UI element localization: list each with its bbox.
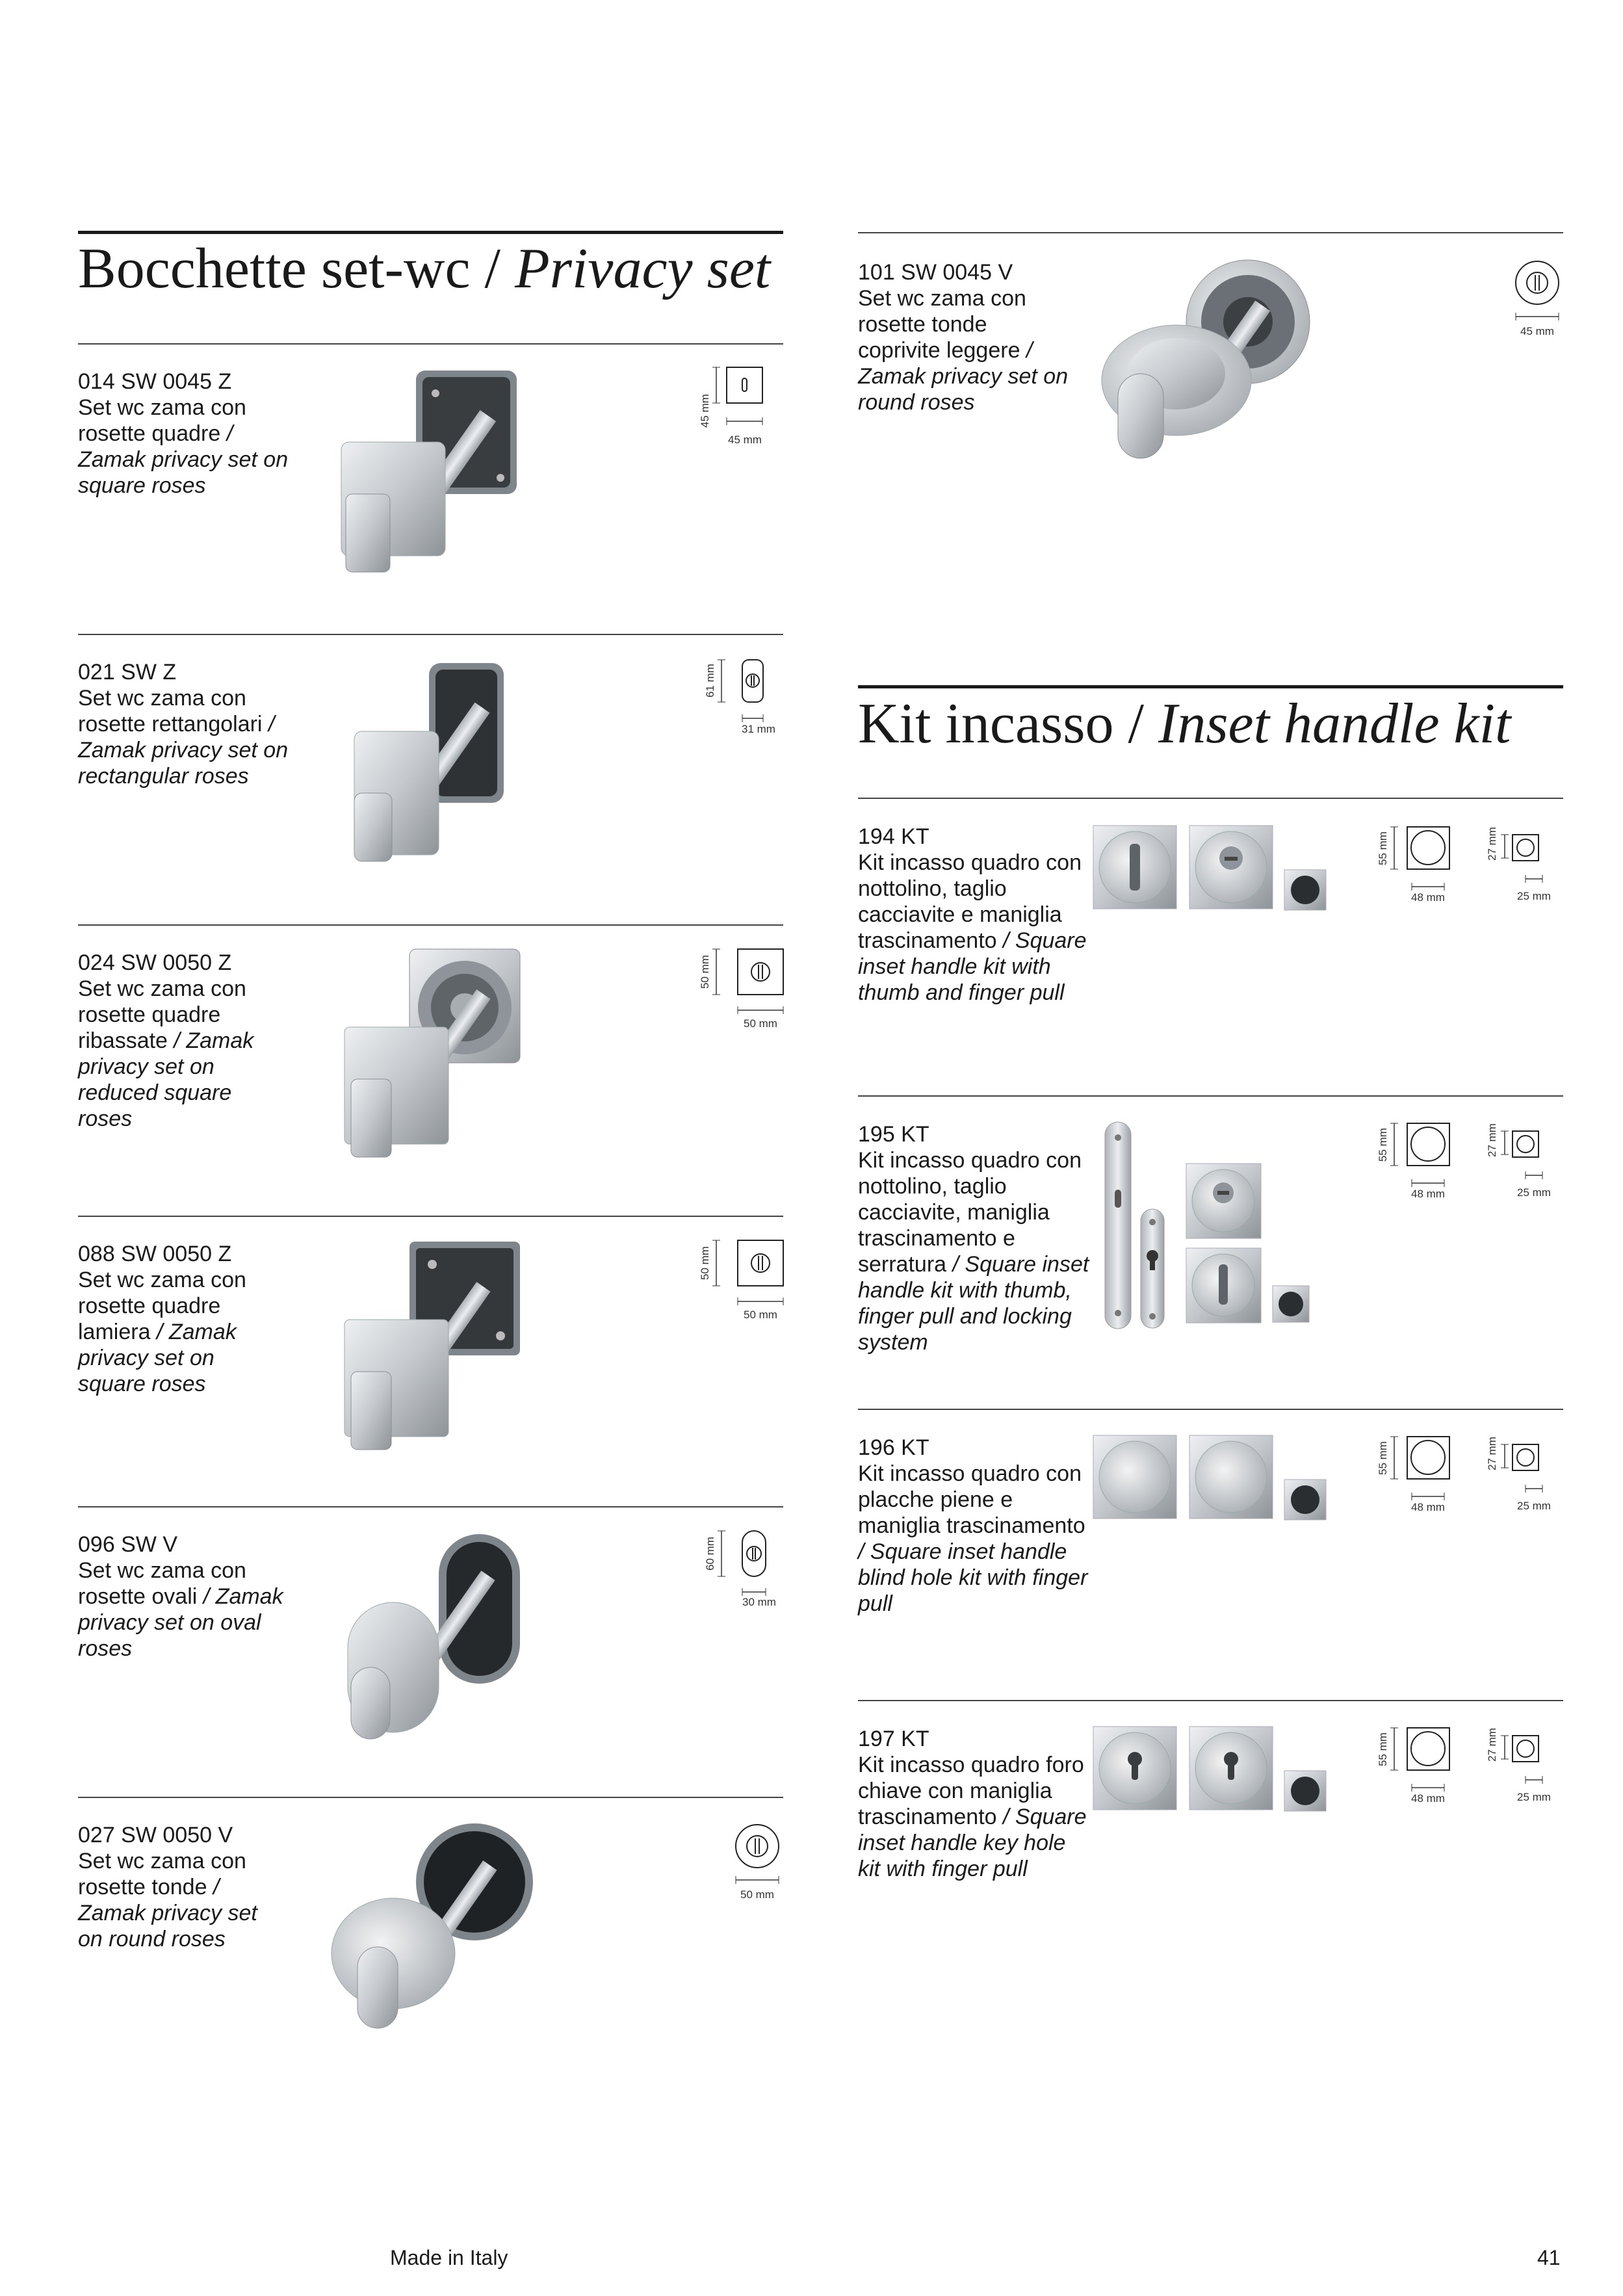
section-title-privacy: Bocchette set-wc / Privacy set: [78, 237, 771, 300]
dimension-diagram-014: [695, 358, 786, 455]
product-description-027: [78, 1822, 286, 1952]
product-text-en: / Zamak privacy set on square roses: [78, 1320, 237, 1396]
product-text-en: / Square inset handle blind hole kit with finger pull: [858, 1539, 1088, 1616]
dim-label-height-small: 27 mm: [1486, 1728, 1498, 1762]
product-code: 088 SW 0050 Z: [78, 1242, 232, 1266]
dim-label-width: 48 mm: [1411, 1188, 1445, 1200]
dim-label-height: 45 mm: [699, 394, 711, 428]
product-divider: [78, 1797, 783, 1798]
product-code: 027 SW 0050 V: [78, 1823, 233, 1847]
section-rule-inset: [858, 685, 1563, 688]
product-description-096: [78, 1532, 286, 1662]
product-description-196: [858, 1435, 1092, 1617]
product-image-014: [338, 367, 533, 582]
product-code: 021 SW Z: [78, 660, 177, 685]
dimension-diagram-196: [1375, 1430, 1563, 1528]
product-text-it: Set wc zama con rosette tonde: [78, 1849, 246, 1899]
dim-label-width-small: 25 mm: [1517, 890, 1551, 902]
dim-label-width: 48 mm: [1411, 1792, 1445, 1805]
product-code: 197 KT: [858, 1727, 929, 1751]
product-image-195: [1098, 1118, 1319, 1333]
dim-label-width: 50 mm: [744, 1017, 777, 1030]
product-text-it: Set wc zama con rosette rettangolari: [78, 686, 263, 737]
product-text-en: / Zamak privacy set on square roses: [78, 421, 289, 498]
dim-label-height: 55 mm: [1377, 831, 1389, 865]
product-divider: [858, 1095, 1563, 1097]
dimension-diagram-195: [1375, 1117, 1563, 1214]
dim-label-diameter: 45 mm: [1520, 325, 1554, 337]
dimension-diagram-101: [1508, 257, 1566, 348]
product-text-it: Set wc zama con rosette tonde coprivite leggere: [858, 286, 1026, 363]
product-text-en: / Zamak privacy set on round roses: [858, 338, 1069, 415]
product-description-195: [858, 1121, 1092, 1355]
product-text-it: Kit incasso quadro con placche piene e maniglia trascinamento: [858, 1461, 1085, 1538]
product-code: 024 SW 0050 Z: [78, 950, 232, 975]
dim-label-diameter: 50 mm: [740, 1888, 774, 1901]
product-image-027: [328, 1817, 536, 2038]
product-text-en: / Square inset handle key hole kit with finger pull: [858, 1805, 1087, 1881]
product-code: 101 SW 0045 V: [858, 260, 1013, 285]
product-divider: [858, 1700, 1563, 1701]
product-image-197: [1092, 1725, 1332, 1816]
dimension-diagram-088: [695, 1227, 786, 1325]
product-code: 195 KT: [858, 1122, 929, 1147]
dim-label-width: 48 mm: [1411, 891, 1445, 904]
product-image-101: [1098, 257, 1319, 478]
page-number: 41: [1537, 2246, 1561, 2269]
product-image-096: [335, 1528, 530, 1749]
dim-label-height: 61 mm: [704, 664, 716, 698]
dim-label-width: 50 mm: [744, 1309, 777, 1321]
product-image-021: [348, 660, 517, 874]
product-text-en: / Square inset handle kit with thumb, finger pull and locking system: [858, 1252, 1089, 1355]
product-text-en: / Zamak privacy set on round roses: [78, 1875, 257, 1951]
product-divider: [78, 924, 783, 926]
product-code: 096 SW V: [78, 1532, 178, 1557]
product-divider: [78, 343, 783, 345]
product-divider: [78, 1216, 783, 1217]
dimension-diagram-024: [695, 936, 786, 1034]
product-image-088: [341, 1238, 530, 1459]
product-description-197: [858, 1726, 1092, 1882]
dimension-diagram-197: [1375, 1721, 1563, 1819]
footer-made-in: Made in Italy: [390, 2246, 508, 2269]
dim-label-width: 30 mm: [742, 1596, 776, 1608]
dim-label-height-small: 27 mm: [1486, 1123, 1498, 1157]
product-text-en: / Square inset handle kit with thumb and finger pull: [858, 928, 1087, 1005]
product-text-en: / Zamak privacy set on oval roses: [78, 1584, 283, 1661]
product-text-it: Set wc zama con rosette quadre: [78, 395, 246, 446]
product-text-it: Kit incasso quadro foro chiave con maniglia trascinamento: [858, 1753, 1084, 1829]
dim-label-height-small: 27 mm: [1486, 827, 1498, 861]
product-divider: [858, 232, 1563, 233]
product-divider: [78, 1506, 783, 1507]
section-rule-privacy: [78, 231, 783, 234]
product-text-en: / Zamak privacy set on rectangular roses: [78, 712, 289, 789]
product-description-024: [78, 950, 286, 1132]
dim-label-height: 50 mm: [699, 955, 711, 989]
product-code: 194 KT: [858, 824, 929, 849]
dim-label-height-small: 27 mm: [1486, 1437, 1498, 1470]
product-description-021: [78, 659, 312, 789]
dimension-diagram-194: [1375, 820, 1563, 918]
product-description-101: [858, 259, 1072, 415]
product-divider: [858, 798, 1563, 799]
product-description-088: [78, 1241, 286, 1397]
dim-label-width: 31 mm: [742, 723, 775, 735]
dim-label-width-small: 25 mm: [1517, 1500, 1551, 1512]
product-text-it: Kit incasso quadro con nottolino, taglio cacciavite e maniglia trascinamento: [858, 850, 1082, 953]
dimension-diagram-021: [702, 653, 786, 751]
dim-label-height: 60 mm: [704, 1537, 716, 1571]
product-text-it: Set wc zama con rosette quadre ribassate: [78, 976, 246, 1053]
product-divider: [858, 1409, 1563, 1410]
dim-label-height: 55 mm: [1377, 1128, 1389, 1162]
dimension-diagram-096: [702, 1524, 786, 1622]
product-description-014: [78, 369, 299, 499]
dim-label-width: 48 mm: [1411, 1501, 1445, 1513]
product-text-it: Set wc zama con rosette ovali: [78, 1558, 246, 1609]
dim-label-width-small: 25 mm: [1517, 1791, 1551, 1803]
dim-label-height: 50 mm: [699, 1246, 711, 1280]
dim-label-width: 45 mm: [728, 434, 762, 446]
dim-label-width-small: 25 mm: [1517, 1186, 1551, 1199]
section-title-inset: Kit incasso / Inset handle kit: [858, 692, 1511, 755]
product-code: 014 SW 0045 Z: [78, 369, 232, 394]
dim-label-height: 55 mm: [1377, 1732, 1389, 1766]
dim-label-height: 55 mm: [1377, 1441, 1389, 1475]
product-description-194: [858, 824, 1092, 1006]
product-image-024: [341, 946, 530, 1167]
product-image-194: [1092, 824, 1332, 915]
product-code: 196 KT: [858, 1435, 929, 1460]
product-image-196: [1092, 1434, 1332, 1525]
dimension-diagram-027: [728, 1820, 786, 1905]
product-text-it: Kit incasso quadro con nottolino, taglio cacciavite, maniglia trascinamento e serratura: [858, 1148, 1082, 1277]
product-divider: [78, 634, 783, 635]
product-text-en: / Zamak privacy set on reduced square roses: [78, 1028, 254, 1131]
product-text-it: Set wc zama con rosette quadre lamiera: [78, 1268, 246, 1344]
